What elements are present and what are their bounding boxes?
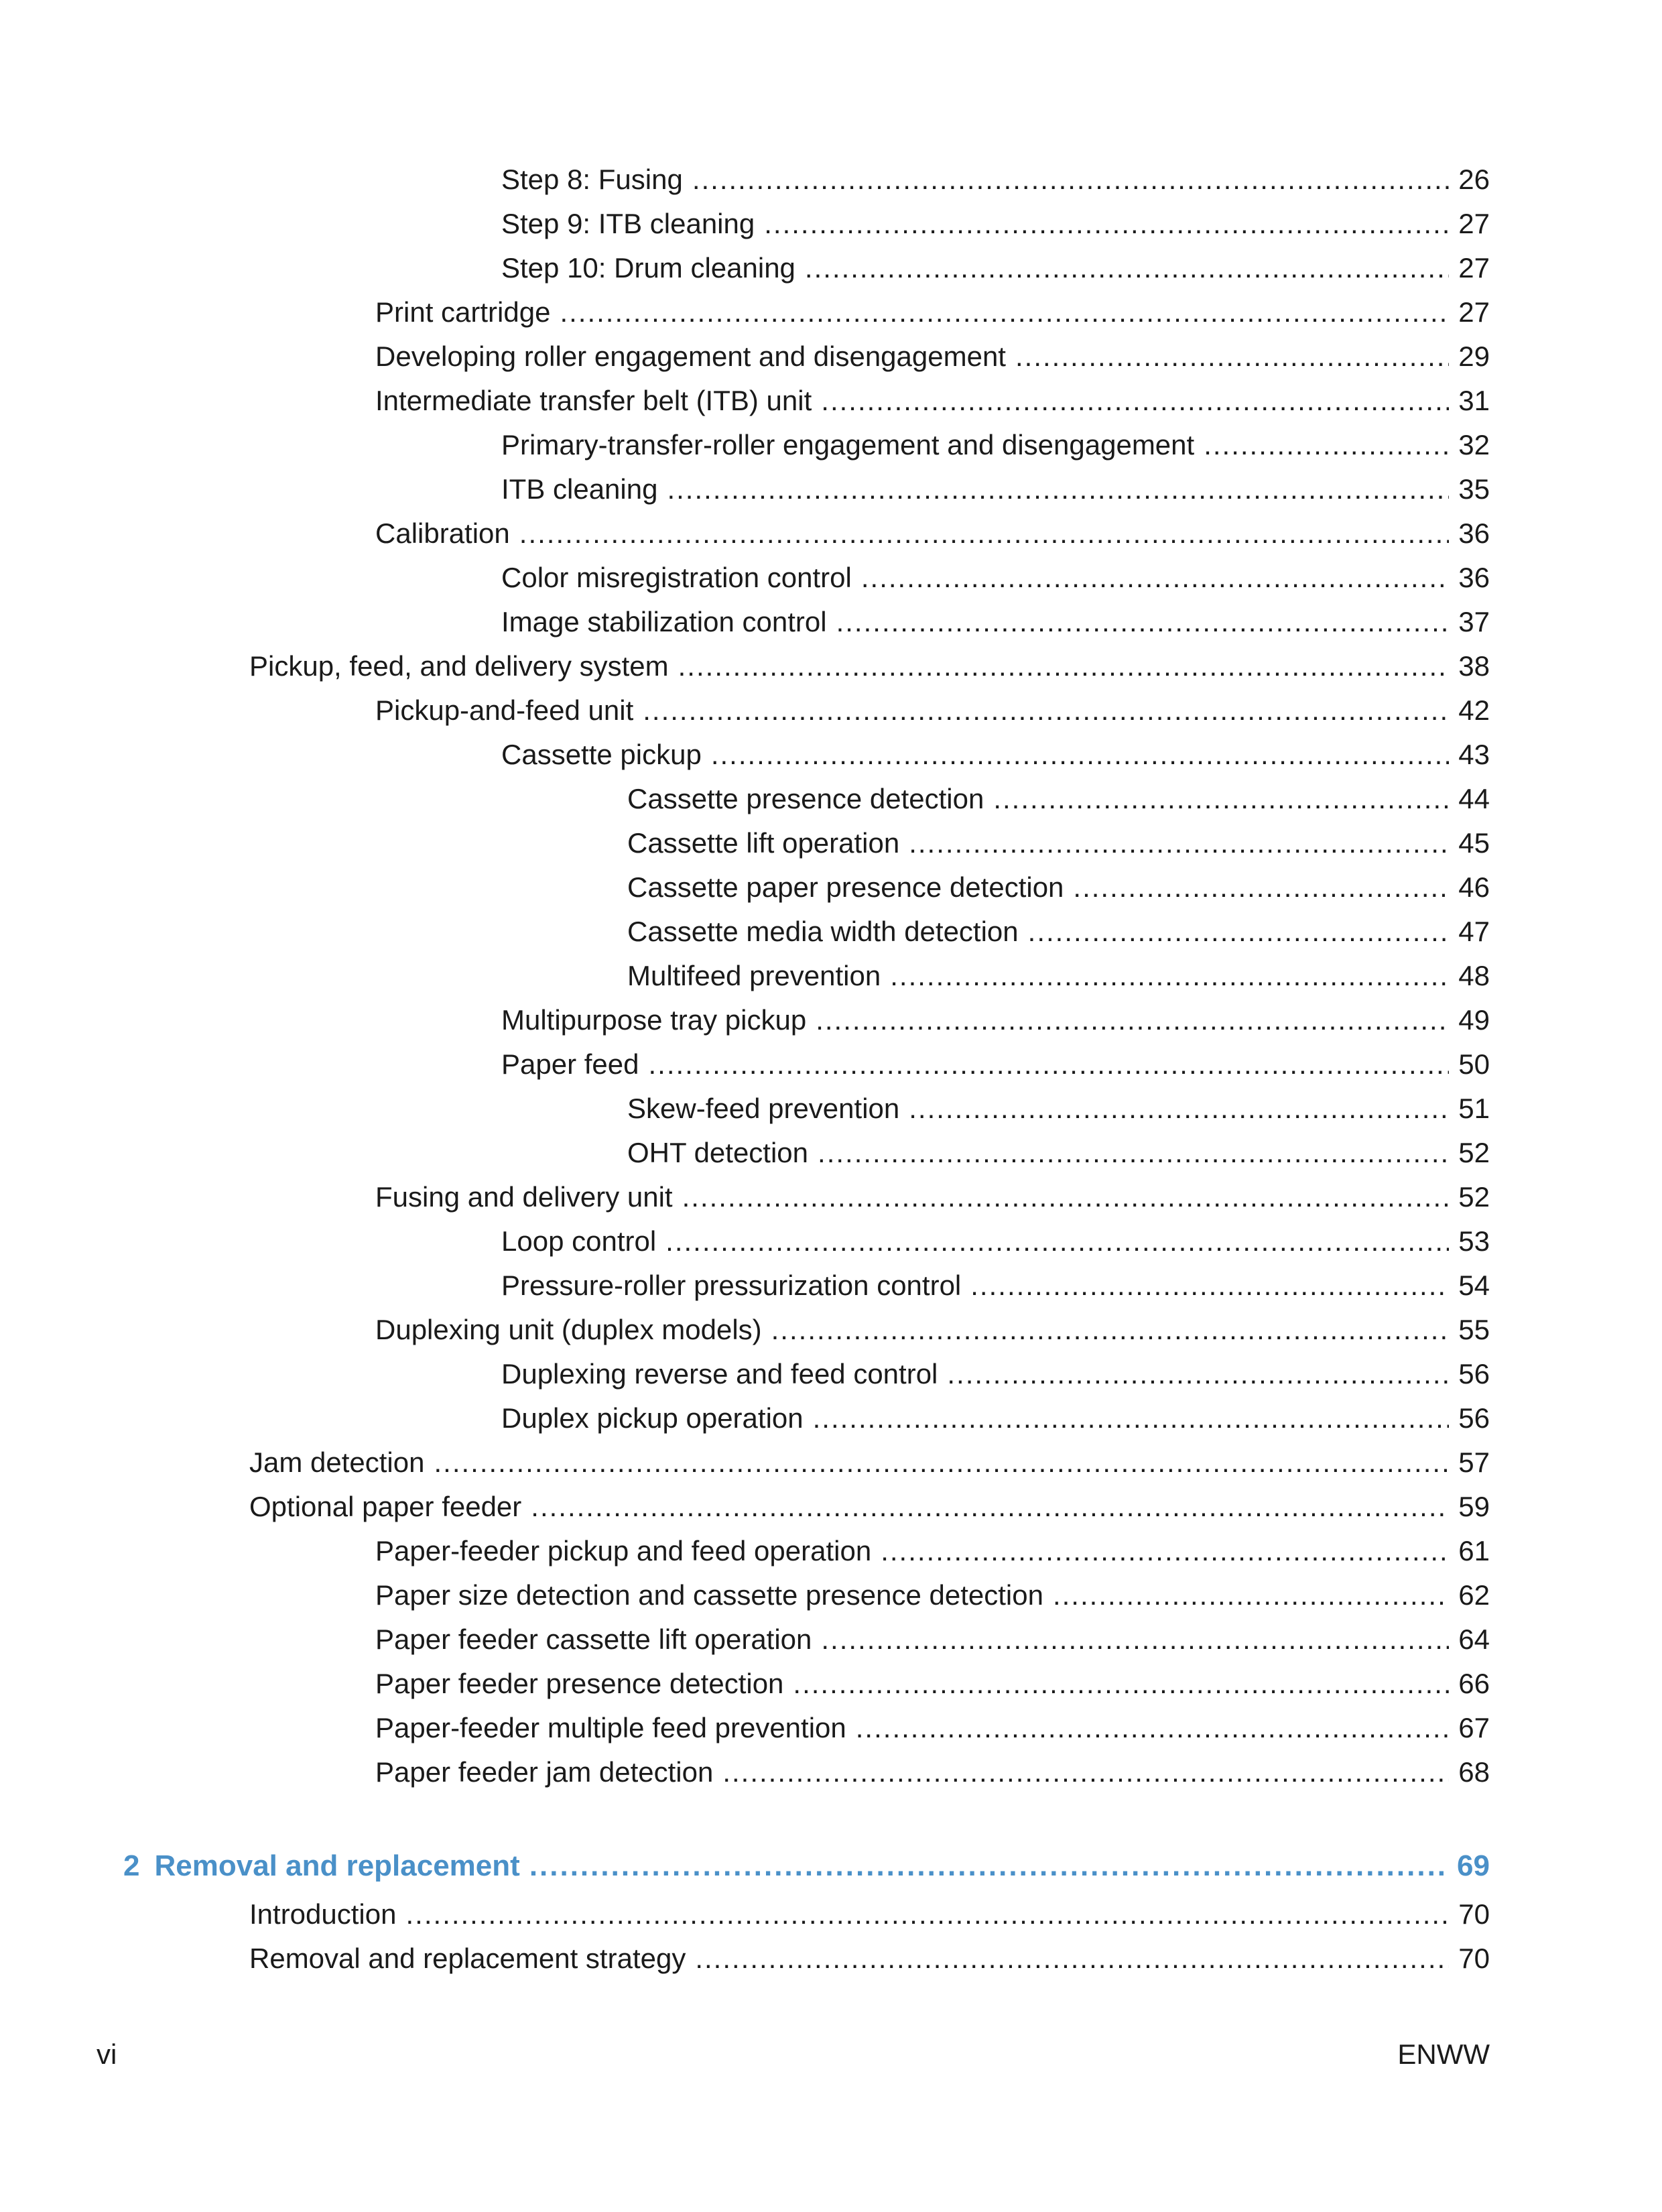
toc-entry-title: Removal and replacement strategy (249, 1943, 686, 1974)
toc-entry[interactable] (627, 956, 1490, 996)
dot-leader (665, 1221, 1449, 1262)
toc-entry-title: Step 9: ITB cleaning (501, 208, 755, 239)
chapter-number: 2 (123, 1849, 140, 1882)
toc-entry-title: Duplexing reverse and feed control (501, 1358, 938, 1390)
toc-entry[interactable] (375, 1619, 1490, 1660)
toc-entry-title: Paper-feeder multiple feed prevention (375, 1712, 846, 1743)
toc-entry[interactable] (249, 1894, 1490, 1934)
toc-entry[interactable] (249, 1939, 1490, 1979)
dot-leader (667, 469, 1449, 509)
dot-leader (560, 292, 1449, 332)
toc-entry[interactable] (375, 1310, 1490, 1350)
toc-entry[interactable] (249, 646, 1490, 686)
toc-entry-page: 27 (1458, 252, 1490, 284)
toc-entry-title: Optional paper feeder (249, 1491, 522, 1522)
dot-leader (711, 735, 1449, 775)
dot-leader (1073, 867, 1449, 908)
dot-leader (692, 160, 1449, 200)
toc-entry-title: Pickup, feed, and delivery system (249, 650, 669, 682)
toc-entry[interactable] (501, 735, 1490, 775)
toc-entry-page: 31 (1458, 385, 1490, 416)
toc-entry[interactable] (501, 248, 1490, 288)
toc-entry-page: 68 (1458, 1756, 1490, 1788)
dot-leader (993, 779, 1449, 819)
toc-entry-page: 27 (1458, 208, 1490, 239)
toc-entry-page: 56 (1458, 1402, 1490, 1434)
toc-entry[interactable] (501, 425, 1490, 465)
toc-entry[interactable] (501, 1354, 1490, 1394)
toc-entry-title: Developing roller engagement and disengagement (375, 341, 1006, 372)
dot-leader (909, 1089, 1449, 1129)
toc-entry-page: 29 (1458, 341, 1490, 372)
dot-leader (771, 1310, 1450, 1350)
toc-entry[interactable] (375, 1575, 1490, 1615)
toc-entry-page: 55 (1458, 1314, 1490, 1345)
dot-leader (947, 1354, 1449, 1394)
dot-leader (531, 1487, 1449, 1527)
toc-entry[interactable] (627, 1133, 1490, 1173)
toc-entry-title: Multifeed prevention (627, 960, 881, 991)
toc-entry-page: 56 (1458, 1358, 1490, 1390)
dot-leader (970, 1266, 1449, 1306)
toc-entry-page: 48 (1458, 960, 1490, 991)
toc-entry[interactable] (501, 1398, 1490, 1438)
dot-leader (649, 1044, 1450, 1085)
toc-entry-page: 26 (1458, 164, 1490, 195)
toc-entry[interactable] (375, 513, 1490, 554)
dot-leader (1015, 336, 1449, 377)
dot-leader (821, 1619, 1449, 1660)
toc-entry[interactable] (249, 1487, 1490, 1527)
toc-entry-page: 50 (1458, 1048, 1490, 1080)
toc-entry-page: 44 (1458, 783, 1490, 814)
toc-entry-title: ITB cleaning (501, 473, 658, 505)
toc-entry-page: 43 (1458, 739, 1490, 770)
dot-leader (678, 646, 1450, 686)
toc-entry-page: 51 (1458, 1093, 1490, 1124)
toc-entry-page: 70 (1458, 1943, 1490, 1974)
toc-entry[interactable] (501, 160, 1490, 200)
dot-leader (818, 1133, 1449, 1173)
toc-entry-page: 52 (1458, 1137, 1490, 1168)
toc-entry[interactable] (501, 1000, 1490, 1040)
toc-chapter-heading[interactable] (123, 1845, 1490, 1888)
dot-leader (821, 381, 1449, 421)
toc-entry-title: Intermediate transfer belt (ITB) unit (375, 385, 812, 416)
toc-entry-page: 59 (1458, 1491, 1490, 1522)
dot-leader (813, 1398, 1450, 1438)
toc-entry-page: 64 (1458, 1623, 1490, 1655)
toc-entry[interactable] (501, 1044, 1490, 1085)
toc-entry-title: Skew-feed prevention (627, 1093, 900, 1124)
dot-leader (816, 1000, 1449, 1040)
chapter-page: 69 (1457, 1849, 1490, 1882)
toc-entry-title: Multipurpose tray pickup (501, 1004, 807, 1036)
toc-entry-title: Cassette lift operation (627, 827, 900, 859)
toc-entry-page: 36 (1458, 562, 1490, 593)
toc-entry-page: 66 (1458, 1668, 1490, 1699)
dot-leader (856, 1708, 1450, 1748)
toc-entry[interactable] (249, 1442, 1490, 1483)
dot-leader (722, 1752, 1449, 1792)
toc-entry-title: Calibration (375, 517, 510, 549)
toc-entry[interactable] (501, 204, 1490, 244)
toc-entry[interactable] (375, 292, 1490, 332)
toc-entry-page: 38 (1458, 650, 1490, 682)
toc-entry-title: OHT detection (627, 1137, 809, 1168)
toc-entry-title: Paper feeder presence detection (375, 1668, 784, 1699)
toc-entry-title: Image stabilization control (501, 606, 827, 637)
toc-entry-title: Paper feeder cassette lift operation (375, 1623, 812, 1655)
toc-entry-title: Cassette presence detection (627, 783, 984, 814)
toc-entry-page: 36 (1458, 517, 1490, 549)
toc-entry-title: Paper feeder jam detection (375, 1756, 714, 1788)
toc-entry[interactable] (501, 558, 1490, 598)
toc-entry-title: Loop control (501, 1225, 657, 1257)
toc-entry-title: Paper size detection and cassette presence detection (375, 1579, 1043, 1611)
toc-entry-page: 52 (1458, 1181, 1490, 1213)
toc-entry[interactable] (501, 1221, 1490, 1262)
dot-leader (764, 204, 1449, 244)
toc-entry[interactable] (375, 1708, 1490, 1748)
dot-leader (695, 1939, 1449, 1979)
dot-leader (890, 956, 1449, 996)
toc-entry[interactable] (627, 1089, 1490, 1129)
toc-entry-page: 57 (1458, 1447, 1490, 1478)
toc-entry[interactable] (375, 1664, 1490, 1704)
dot-leader (434, 1442, 1449, 1483)
dot-leader (1053, 1575, 1449, 1615)
toc-entry-title: Cassette pickup (501, 739, 702, 770)
toc-entry-page: 67 (1458, 1712, 1490, 1743)
toc-entry[interactable] (501, 1266, 1490, 1306)
toc-entry-page: 35 (1458, 473, 1490, 505)
toc-entry-page: 32 (1458, 429, 1490, 460)
footer-doc-id: ENWW (1397, 2038, 1490, 2070)
toc-entry-title: Print cartridge (375, 296, 551, 328)
dot-leader (405, 1894, 1449, 1934)
chapter-title: Removal and replacement (154, 1849, 520, 1882)
toc-entry[interactable] (501, 469, 1490, 509)
toc-entry-title: Paper-feeder pickup and feed operation (375, 1535, 872, 1566)
toc-entry-title: Cassette media width detection (627, 916, 1019, 947)
toc-entry-page: 61 (1458, 1535, 1490, 1566)
toc-entry-page: 27 (1458, 296, 1490, 328)
toc-entry-page: 54 (1458, 1270, 1490, 1301)
toc-entry-title: Step 10: Drum cleaning (501, 252, 795, 284)
toc-entry[interactable] (375, 1177, 1490, 1217)
toc-entry-title: Primary-transfer-roller engagement and disengagement (501, 429, 1195, 460)
toc-entry[interactable] (627, 823, 1490, 863)
toc-entry[interactable] (375, 1752, 1490, 1792)
toc-entry-title: Pickup-and-feed unit (375, 694, 634, 726)
toc-entry-title: Paper feed (501, 1048, 639, 1080)
dot-leader (793, 1664, 1449, 1704)
toc-entry-title: Fusing and delivery unit (375, 1181, 673, 1213)
toc-entry-page: 46 (1458, 871, 1490, 903)
toc-entry-title: Color misregistration control (501, 562, 852, 593)
toc-entry-title: Duplexing unit (duplex models) (375, 1314, 762, 1345)
toc-entry[interactable] (375, 336, 1490, 377)
toc-entry[interactable] (627, 912, 1490, 952)
dot-leader (643, 690, 1449, 731)
dot-leader (519, 513, 1450, 554)
toc-entry-title: Cassette paper presence detection (627, 871, 1064, 903)
toc-entry-page: 53 (1458, 1225, 1490, 1257)
toc-entry-page: 42 (1458, 694, 1490, 726)
toc-entry[interactable] (375, 381, 1490, 421)
toc-entry[interactable] (375, 690, 1490, 731)
dot-leader (909, 823, 1449, 863)
toc-entry-page: 47 (1458, 916, 1490, 947)
toc-entry[interactable] (627, 867, 1490, 908)
dot-leader (1204, 425, 1449, 465)
dot-leader (529, 1845, 1448, 1888)
toc-entry[interactable] (501, 602, 1490, 642)
toc-entry-title: Duplex pickup operation (501, 1402, 804, 1434)
toc-entry[interactable] (627, 779, 1490, 819)
dot-leader (881, 1531, 1449, 1571)
dot-leader (1028, 912, 1450, 952)
toc-entry-title: Step 8: Fusing (501, 164, 683, 195)
toc-entry-title: Introduction (249, 1898, 397, 1930)
toc-entry-page: 70 (1458, 1898, 1490, 1930)
footer-page-number: vi (97, 2038, 117, 2070)
toc-entry-page: 45 (1458, 827, 1490, 859)
toc-entry-page: 37 (1458, 606, 1490, 637)
toc-entry-title: Jam detection (249, 1447, 425, 1478)
dot-leader (836, 602, 1450, 642)
toc-entry-page: 49 (1458, 1004, 1490, 1036)
dot-leader (682, 1177, 1450, 1217)
toc-entry[interactable] (375, 1531, 1490, 1571)
dot-leader (861, 558, 1449, 598)
toc-entry-title: Pressure-roller pressurization control (501, 1270, 962, 1301)
toc-entry-page: 62 (1458, 1579, 1490, 1611)
dot-leader (805, 248, 1449, 288)
